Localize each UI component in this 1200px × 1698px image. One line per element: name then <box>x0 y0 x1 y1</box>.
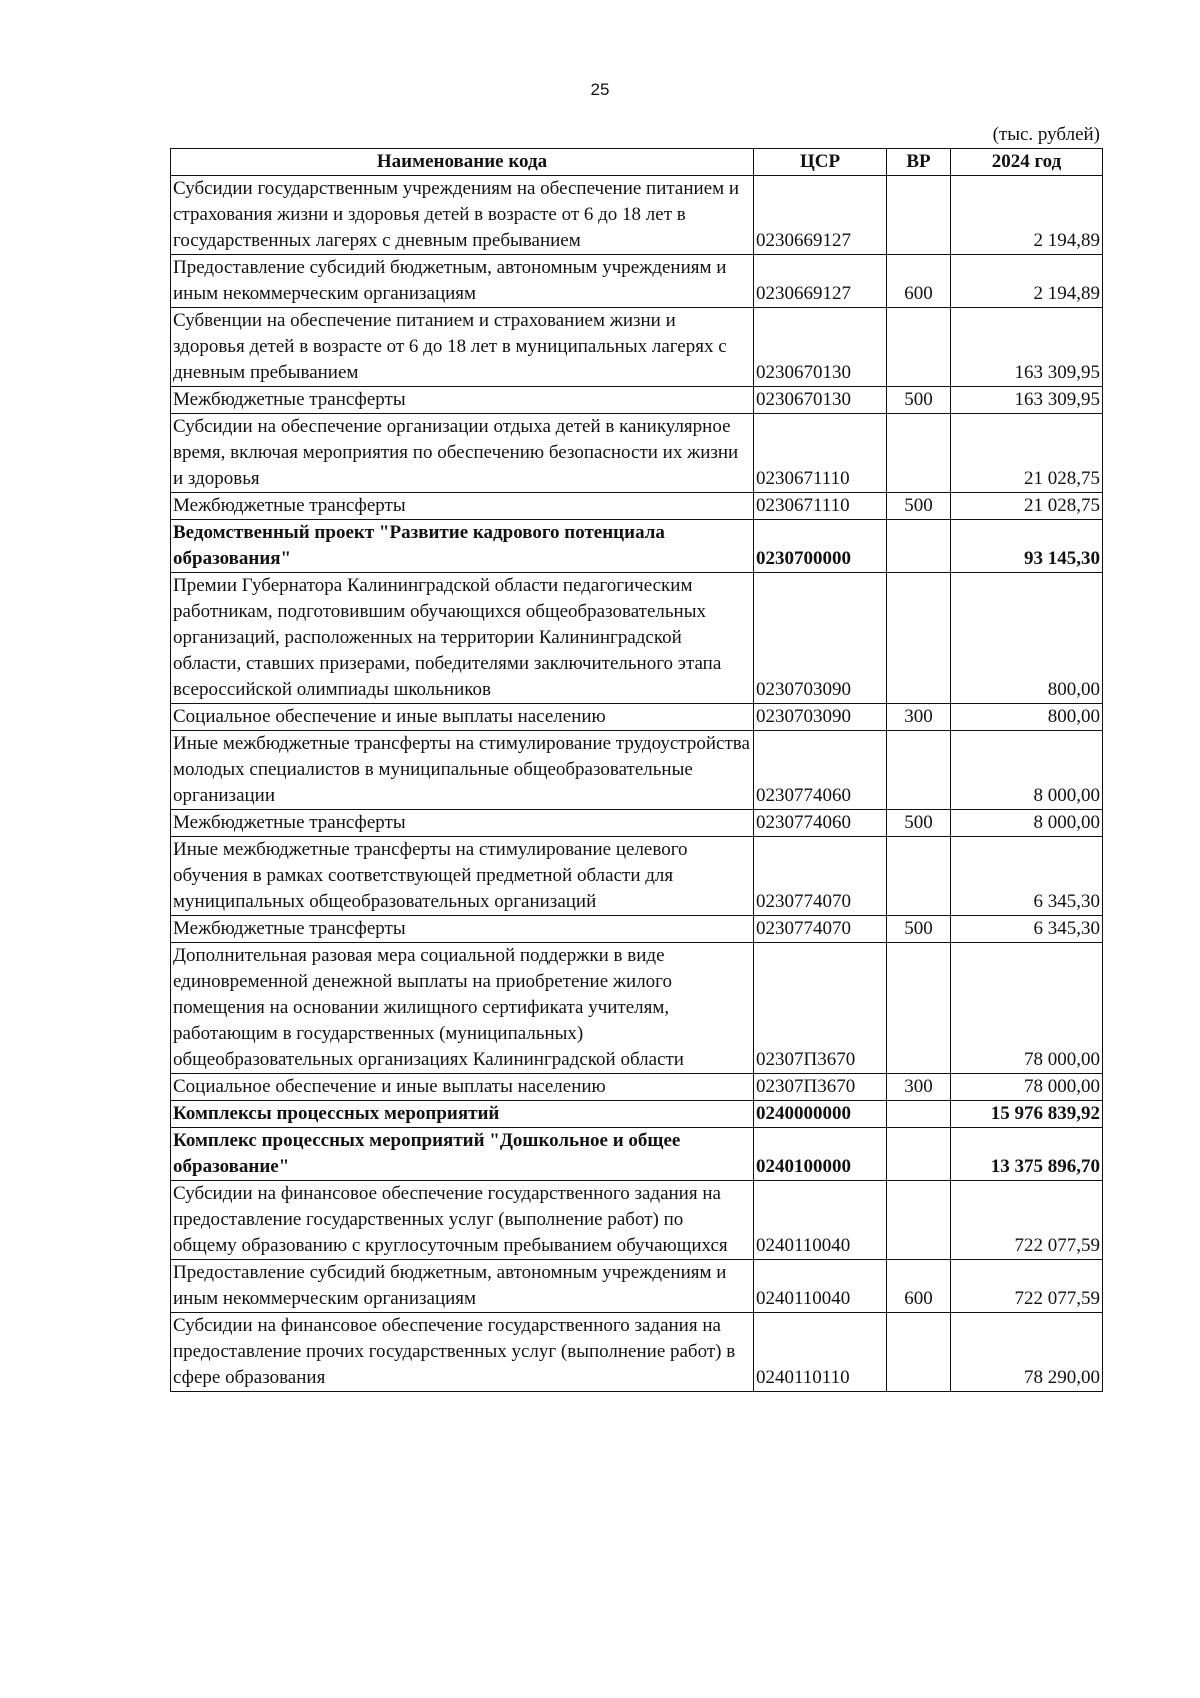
row-name-cell: Предоставление субсидий бюджетным, автономным учреждениям и иным некоммерческим организациям <box>171 255 754 308</box>
row-name-cell: Межбюджетные трансферты <box>171 387 754 414</box>
table-row <box>171 573 1103 704</box>
table-row <box>171 810 1103 837</box>
row-csr-cell: 0240110110 <box>754 1313 887 1392</box>
row-csr-cell: 02307П3670 <box>754 1074 887 1101</box>
row-sum-cell: 163 309,95 <box>951 308 1103 387</box>
table-row <box>171 943 1103 1074</box>
header-csr: ЦСР <box>754 149 887 176</box>
row-vr-cell <box>887 520 951 573</box>
row-vr-cell: 500 <box>887 387 951 414</box>
row-csr-cell: 0230669127 <box>754 176 887 255</box>
table-row <box>171 1313 1103 1392</box>
table-row <box>171 520 1103 573</box>
row-sum-cell: 800,00 <box>951 704 1103 731</box>
table-row <box>171 308 1103 387</box>
row-csr-cell: 0240000000 <box>754 1101 887 1128</box>
row-name-cell: Субсидии на финансовое обеспечение государственного задания на предоставление государственных услуг (выполнение работ) по общему образованию с круглосуточным пребыванием обучающихся <box>171 1181 754 1260</box>
row-vr-cell: 500 <box>887 493 951 520</box>
row-csr-cell: 0230670130 <box>754 387 887 414</box>
row-sum-cell: 2 194,89 <box>951 255 1103 308</box>
page-number: 25 <box>590 80 610 99</box>
row-csr-cell: 0240100000 <box>754 1128 887 1181</box>
row-sum-cell: 78 000,00 <box>951 943 1103 1074</box>
table-row <box>171 704 1103 731</box>
row-sum-cell: 78 000,00 <box>951 1074 1103 1101</box>
row-sum-cell: 8 000,00 <box>951 810 1103 837</box>
units-label: (тыс. рублей) <box>992 124 1100 145</box>
row-vr-cell <box>887 1313 951 1392</box>
row-csr-cell: 0230669127 <box>754 255 887 308</box>
row-csr-cell: 0240110040 <box>754 1181 887 1260</box>
row-name-cell: Иные межбюджетные трансферты на стимулирование целевого обучения в рамках соответствующей предметной области для муниципальных общеобразовательных организаций <box>171 837 754 916</box>
row-vr-cell: 300 <box>887 1074 951 1101</box>
row-name-cell: Премии Губернатора Калининградской области педагогическим работникам, подготовившим обучающихся общеобразовательных организаций, расположенных на территории Калининградской области, ставших призерами, победителями заключительного этапа всероссийской олимпиады школьников <box>171 573 754 704</box>
header-year: 2024 год <box>951 149 1103 176</box>
row-name-cell: Иные межбюджетные трансферты на стимулирование трудоустройства молодых специалистов в муниципальные общеобразовательные организации <box>171 731 754 810</box>
row-vr-cell <box>887 837 951 916</box>
table-row <box>171 493 1103 520</box>
row-vr-cell <box>887 1128 951 1181</box>
table-row <box>171 1181 1103 1260</box>
row-vr-cell <box>887 731 951 810</box>
row-sum-cell: 800,00 <box>951 573 1103 704</box>
row-name-cell: Предоставление субсидий бюджетным, автономным учреждениям и иным некоммерческим организациям <box>171 1260 754 1313</box>
table-row <box>171 1128 1103 1181</box>
table-row <box>171 1101 1103 1128</box>
row-csr-cell: 0230671110 <box>754 493 887 520</box>
header-name: Наименование кода <box>171 149 754 176</box>
table-row <box>171 387 1103 414</box>
row-sum-cell: 722 077,59 <box>951 1260 1103 1313</box>
table-row <box>171 837 1103 916</box>
row-sum-cell: 8 000,00 <box>951 731 1103 810</box>
row-sum-cell: 163 309,95 <box>951 387 1103 414</box>
table-row <box>171 414 1103 493</box>
row-vr-cell: 500 <box>887 810 951 837</box>
header-vr: ВР <box>887 149 951 176</box>
row-vr-cell: 600 <box>887 255 951 308</box>
row-csr-cell: 0230774060 <box>754 731 887 810</box>
budget-table <box>170 148 1103 1392</box>
row-vr-cell: 500 <box>887 916 951 943</box>
row-csr-cell: 0230670130 <box>754 308 887 387</box>
row-csr-cell: 0240110040 <box>754 1260 887 1313</box>
row-csr-cell: 0230774060 <box>754 810 887 837</box>
row-sum-cell: 13 375 896,70 <box>951 1128 1103 1181</box>
row-vr-cell <box>887 1181 951 1260</box>
row-vr-cell <box>887 1101 951 1128</box>
table-row <box>171 1260 1103 1313</box>
row-sum-cell: 2 194,89 <box>951 176 1103 255</box>
row-csr-cell: 0230703090 <box>754 573 887 704</box>
row-name-cell: Ведомственный проект "Развитие кадрового потенциала образования" <box>171 520 754 573</box>
table-body <box>171 176 1103 1392</box>
row-name-cell: Субвенции на обеспечение питанием и страхованием жизни и здоровья детей в возрасте от 6 до 18 лет в муниципальных лагерях с дневным пребыванием <box>171 308 754 387</box>
row-vr-cell <box>887 176 951 255</box>
row-vr-cell <box>887 414 951 493</box>
row-csr-cell: 02307П3670 <box>754 943 887 1074</box>
row-name-cell: Комплексы процессных мероприятий <box>171 1101 754 1128</box>
row-name-cell: Дополнительная разовая мера социальной поддержки в виде единовременной денежной выплаты на приобретение жилого помещения на основании жилищного сертификата учителям, работающим в государственных (муниципальных) общеобразовательных организациях Калининградской области <box>171 943 754 1074</box>
row-sum-cell: 93 145,30 <box>951 520 1103 573</box>
row-name-cell: Социальное обеспечение и иные выплаты населению <box>171 1074 754 1101</box>
row-sum-cell: 21 028,75 <box>951 414 1103 493</box>
row-sum-cell: 6 345,30 <box>951 916 1103 943</box>
row-vr-cell: 600 <box>887 1260 951 1313</box>
row-name-cell: Межбюджетные трансферты <box>171 493 754 520</box>
table-row <box>171 176 1103 255</box>
row-sum-cell: 78 290,00 <box>951 1313 1103 1392</box>
table-row <box>171 916 1103 943</box>
row-name-cell: Социальное обеспечение и иные выплаты населению <box>171 704 754 731</box>
row-csr-cell: 0230774070 <box>754 837 887 916</box>
row-name-cell: Межбюджетные трансферты <box>171 810 754 837</box>
row-vr-cell <box>887 573 951 704</box>
row-csr-cell: 0230703090 <box>754 704 887 731</box>
row-vr-cell <box>887 308 951 387</box>
row-name-cell: Комплекс процессных мероприятий "Дошкольное и общее образование" <box>171 1128 754 1181</box>
row-vr-cell: 300 <box>887 704 951 731</box>
row-csr-cell: 0230671110 <box>754 414 887 493</box>
table-row <box>171 1074 1103 1101</box>
row-name-cell: Субсидии на обеспечение организации отдыха детей в каникулярное время, включая мероприятия по обеспечению безопасности их жизни и здоровья <box>171 414 754 493</box>
row-csr-cell: 0230700000 <box>754 520 887 573</box>
row-csr-cell: 0230774070 <box>754 916 887 943</box>
table-header-row <box>171 149 1103 176</box>
row-name-cell: Субсидии государственным учреждениям на обеспечение питанием и страхования жизни и здоровья детей в возрасте от 6 до 18 лет в государственных лагерях с дневным пребыванием <box>171 176 754 255</box>
row-name-cell: Субсидии на финансовое обеспечение государственного задания на предоставление прочих государственных услуг (выполнение работ) в сфере образования <box>171 1313 754 1392</box>
row-sum-cell: 722 077,59 <box>951 1181 1103 1260</box>
row-sum-cell: 6 345,30 <box>951 837 1103 916</box>
row-name-cell: Межбюджетные трансферты <box>171 916 754 943</box>
table-row <box>171 255 1103 308</box>
table-row <box>171 731 1103 810</box>
row-sum-cell: 21 028,75 <box>951 493 1103 520</box>
row-vr-cell <box>887 943 951 1074</box>
row-sum-cell: 15 976 839,92 <box>951 1101 1103 1128</box>
